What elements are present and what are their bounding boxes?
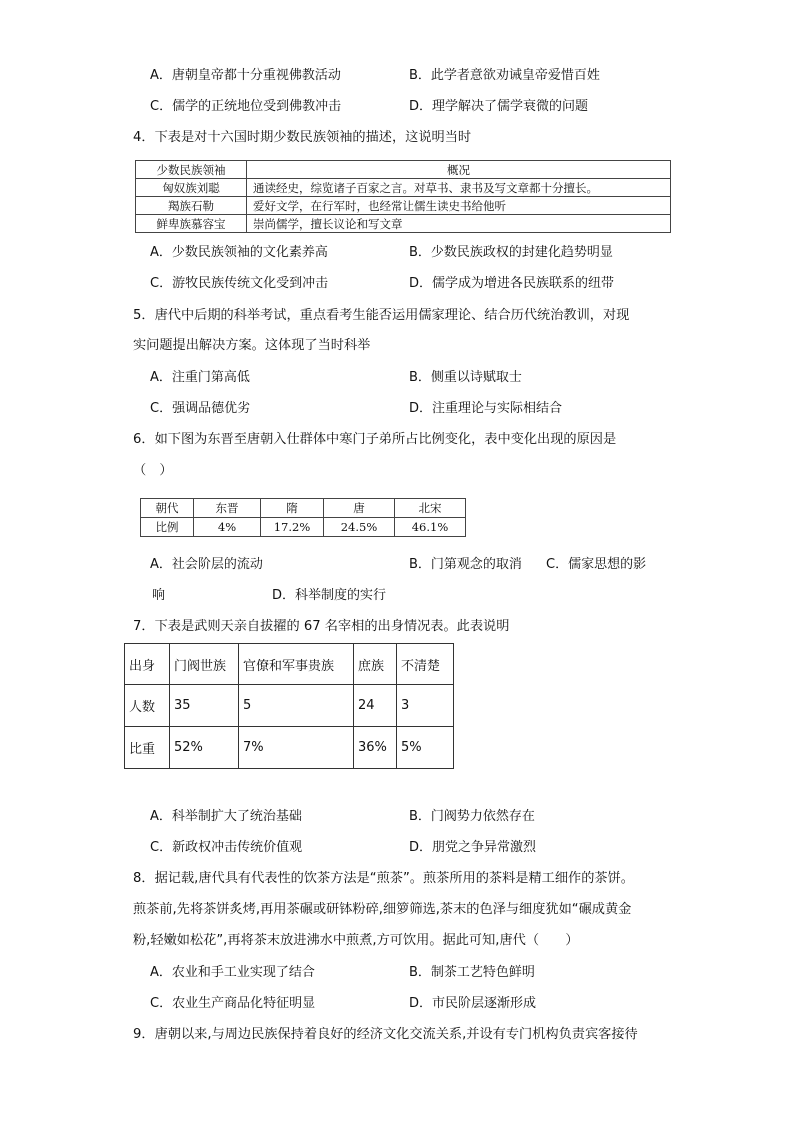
q7-table — [124, 643, 454, 769]
table-cell: 出身 — [125, 644, 170, 685]
q3-option-d: D．理学解决了儒学衰微的问题 — [409, 99, 589, 114]
table-row — [141, 518, 466, 537]
q3-option-a: A．唐朝皇帝都十分重视佛教活动 — [150, 68, 341, 83]
q5-option-a: A．注重门第高低 — [150, 370, 250, 385]
table-row — [125, 644, 454, 685]
table-cell: 36% — [354, 727, 397, 769]
q4-table — [135, 160, 671, 233]
q6-stem-line1: 6．如下图为东晋至唐朝入仕群体中寒门子弟所占比例变化，表中变化出现的原因是 — [133, 432, 617, 447]
q8-stem-line3: 粉,轻嫩如松花”,再将茶末放进沸水中煎煮,方可饮用。据此可知,唐代（ ） — [133, 933, 579, 948]
table-cell: 52% — [170, 727, 239, 769]
q4-option-a: A．少数民族领袖的文化素养高 — [150, 245, 328, 260]
table-cell: 北宋 — [395, 499, 466, 518]
table-cell: 17.2% — [261, 518, 324, 537]
q7-option-c: C．新政权冲击传统价值观 — [150, 840, 303, 855]
table-cell: 鲜卑族慕容宝 — [136, 215, 247, 233]
table-cell: 5 — [239, 685, 354, 727]
table-cell: 35 — [170, 685, 239, 727]
q8-option-c: C．农业生产商品化特征明显 — [150, 996, 316, 1011]
table-cell: 唐 — [324, 499, 395, 518]
q4-option-b: B．少数民族政权的封建化趋势明显 — [409, 245, 613, 260]
table-cell: 7% — [239, 727, 354, 769]
table-row — [141, 499, 466, 518]
q6-option-b: B．门第观念的取消 — [409, 557, 522, 572]
table-row — [125, 727, 454, 769]
q6-table — [140, 498, 466, 537]
table-cell: 羯族石勒 — [136, 197, 247, 215]
q9-stem-line1: 9．唐朝以来,与周边民族保持着良好的经济文化交流关系,并设有专门机构负责宾客接待 — [133, 1027, 638, 1042]
table-cell: 隋 — [261, 499, 324, 518]
q6-stem-line2: （ ） — [133, 463, 173, 478]
table-cell: 门阀世族 — [170, 644, 239, 685]
q3-option-c: C．儒学的正统地位受到佛教冲击 — [150, 99, 342, 114]
q7-option-d: D．朋党之争异常激烈 — [409, 840, 537, 855]
table-cell: 崇尚儒学，擅长议论和写文章 — [247, 215, 671, 233]
q7-option-b: B．门阀势力依然存在 — [409, 809, 535, 824]
q5-option-c: C．强调品德优劣 — [150, 401, 251, 416]
q6-option-c-part2: 响 — [152, 588, 166, 603]
q5-option-d: D．注重理论与实际相结合 — [409, 401, 563, 416]
table-header-cell: 概况 — [247, 161, 671, 179]
table-cell: 3 — [397, 685, 454, 727]
table-cell: 人数 — [125, 685, 170, 727]
table-header-cell: 少数民族领袖 — [136, 161, 247, 179]
table-cell: 比重 — [125, 727, 170, 769]
q5-stem-line1: 5．唐代中后期的科举考试，重点看考生能否运用儒家理论、结合历代统治教训，对现 — [133, 308, 630, 323]
table-row — [125, 685, 454, 727]
q4-stem: 4．下表是对十六国时期少数民族领袖的描述，这说明当时 — [133, 130, 472, 145]
q7-option-a: A．科举制扩大了统治基础 — [150, 809, 302, 824]
q8-stem-line2: 煎茶前,先将茶饼炙烤,再用茶碾或研钵粉碎,细箩筛选,茶末的色泽与细度犹如“碾成黄金 — [133, 902, 632, 917]
table-cell: 24.5% — [324, 518, 395, 537]
table-row — [136, 197, 671, 215]
q8-option-a: A．农业和手工业实现了结合 — [150, 965, 315, 980]
table-cell: 5% — [397, 727, 454, 769]
q8-option-d: D．市民阶层逐渐形成 — [409, 996, 537, 1011]
q4-option-d: D．儒学成为增进各民族联系的纽带 — [409, 276, 615, 291]
table-cell: 通读经史，综览诸子百家之言。对草书、隶书及写文章都十分擅长。 — [247, 179, 671, 197]
q6-option-c-part1: C．儒家思想的影 — [546, 557, 647, 572]
table-row — [136, 161, 671, 179]
table-cell: 46.1% — [395, 518, 466, 537]
table-cell: 朝代 — [141, 499, 194, 518]
q4-option-c: C．游牧民族传统文化受到冲击 — [150, 276, 329, 291]
q6-option-d: D．科举制度的实行 — [272, 588, 387, 603]
table-cell: 爱好文学，在行军时，也经常让儒生读史书给他听 — [247, 197, 671, 215]
table-cell: 不清楚 — [397, 644, 454, 685]
q8-option-b: B．制茶工艺特色鲜明 — [409, 965, 535, 980]
q6-option-a: A．社会阶层的流动 — [150, 557, 263, 572]
table-cell: 4% — [194, 518, 261, 537]
q8-stem-line1: 8．据记载,唐代具有代表性的饮茶方法是“煎茶”。煎茶所用的茶料是精工细作的茶饼。 — [133, 871, 634, 886]
table-row — [136, 215, 671, 233]
table-cell: 匈奴族刘聪 — [136, 179, 247, 197]
q5-option-b: B．侧重以诗赋取士 — [409, 370, 522, 385]
q7-stem: 7．下表是武则天亲自拔擢的 67 名宰相的出身情况表。此表说明 — [133, 619, 510, 634]
table-cell: 24 — [354, 685, 397, 727]
table-row — [136, 179, 671, 197]
table-cell: 庶族 — [354, 644, 397, 685]
table-cell: 比例 — [141, 518, 194, 537]
table-cell: 东晋 — [194, 499, 261, 518]
table-cell: 官僚和军事贵族 — [239, 644, 354, 685]
q3-option-b: B．此学者意欲劝诫皇帝爱惜百姓 — [409, 68, 600, 83]
q5-stem-line2: 实问题提出解决方案。这体现了当时科举 — [133, 338, 371, 353]
